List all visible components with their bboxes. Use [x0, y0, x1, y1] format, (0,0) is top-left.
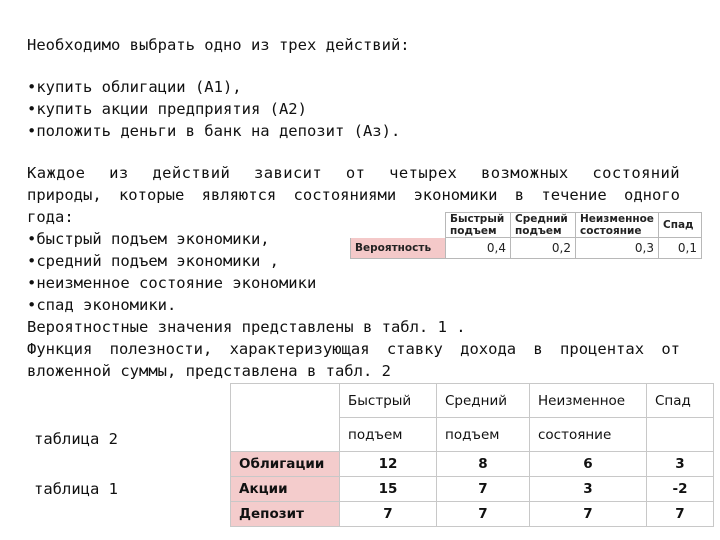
row-label: Вероятность	[351, 238, 446, 259]
table-cell: 3	[647, 452, 714, 477]
state-item: •спад экономики.	[27, 296, 177, 314]
table-1-label: таблица 1	[34, 480, 118, 498]
row-label: Облигации	[231, 452, 340, 477]
table-cell: 0,2	[511, 238, 576, 259]
paragraph-line-1: Каждое из действий зависит от четырех возможных состояний	[27, 164, 680, 182]
empty-cell	[231, 384, 340, 452]
column-header: Неизменное состояние	[576, 213, 659, 238]
table-cell: 3	[530, 477, 647, 502]
column-header: Средний подъем	[511, 213, 576, 238]
table-row	[351, 238, 702, 259]
table-header-row	[231, 384, 714, 418]
column-header: подъем	[340, 418, 437, 452]
column-header: Быстрый	[340, 384, 437, 418]
heading: Необходимо выбрать одно из трех действий:	[27, 36, 410, 54]
table-cell: 0,3	[576, 238, 659, 259]
table-cell: 7	[437, 502, 530, 527]
column-header: Спад	[659, 213, 702, 238]
note-line-2: Функция полезности, характеризующая ставку дохода в процентах от	[27, 340, 680, 358]
table-cell: 0,1	[659, 238, 702, 259]
empty-cell	[351, 213, 446, 238]
column-header	[647, 418, 714, 452]
column-header: Неизменное	[530, 384, 647, 418]
state-item: •быстрый подъем экономики,	[27, 230, 270, 248]
table-cell: 6	[530, 452, 647, 477]
row-label: Акции	[231, 477, 340, 502]
column-header: Спад	[647, 384, 714, 418]
table-cell: 12	[340, 452, 437, 477]
action-item: •купить облигации (А1),	[27, 78, 242, 96]
table-cell: 7	[437, 477, 530, 502]
column-header: состояние	[530, 418, 647, 452]
table-cell: 15	[340, 477, 437, 502]
paragraph-line-2: природы, которые являются состояниями экономики в течение одного	[27, 186, 680, 204]
state-item: •средний подъем экономики ,	[27, 252, 279, 270]
column-header: Средний	[437, 384, 530, 418]
table-header-row	[351, 213, 702, 238]
table-row	[231, 477, 714, 502]
row-label: Депозит	[231, 502, 340, 527]
table-2-label: таблица 2	[34, 430, 118, 448]
table-cell: -2	[647, 477, 714, 502]
column-header: подъем	[437, 418, 530, 452]
table-row	[231, 502, 714, 527]
action-item: •купить акции предприятия (А2)	[27, 100, 307, 118]
table-cell: 7	[340, 502, 437, 527]
action-item: •положить деньги в банк на депозит (Аз).	[27, 122, 401, 140]
probability-table	[350, 212, 702, 259]
table-cell: 7	[530, 502, 647, 527]
table-row	[231, 452, 714, 477]
utility-table	[230, 383, 714, 527]
table-cell: 7	[647, 502, 714, 527]
note-line-1: Вероятностные значения представлены в табл. 1 .	[27, 318, 466, 336]
note-line-3: вложенной суммы, представлена в табл. 2	[27, 362, 391, 380]
table-cell: 8	[437, 452, 530, 477]
paragraph-line-3: года:	[27, 208, 74, 226]
state-item: •неизменное состояние экономики	[27, 274, 317, 292]
table-cell: 0,4	[446, 238, 511, 259]
column-header: Быстрый подъем	[446, 213, 511, 238]
